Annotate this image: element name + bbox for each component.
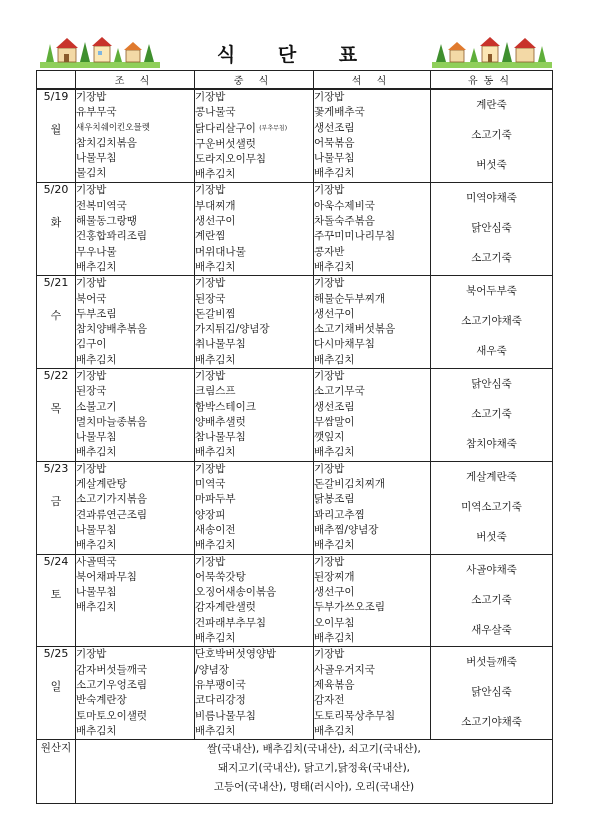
menu-item: /양념장 bbox=[195, 663, 229, 676]
lunch-cell bbox=[195, 647, 314, 740]
menu-item: 비름나물무침 bbox=[195, 709, 256, 722]
liquid-item: 버섯들깨죽 bbox=[466, 656, 517, 669]
liquid-item: 미역야채죽 bbox=[466, 192, 517, 205]
menu-item: 기장밥 bbox=[195, 184, 226, 197]
breakfast-cell bbox=[76, 276, 195, 369]
menu-item: 배추김치 bbox=[195, 168, 236, 181]
breakfast-cell bbox=[76, 461, 195, 554]
menu-item: 소고기채버섯볶음 bbox=[314, 323, 396, 336]
liquid-cell bbox=[431, 647, 553, 740]
menu-item: 제육볶음 bbox=[314, 678, 355, 691]
menu-item: 토마토오이샐럿 bbox=[76, 709, 148, 722]
menu-item: 배추김치 bbox=[195, 539, 236, 552]
menu-item: 기장밥 bbox=[195, 462, 226, 475]
liquid-cell bbox=[431, 554, 553, 647]
menu-item: 머위대나물 bbox=[195, 245, 246, 258]
liquid-item: 소고기죽 bbox=[471, 408, 512, 420]
liquid-item: 닭안심죽 bbox=[471, 686, 512, 699]
menu-item: 계란찜 bbox=[195, 230, 226, 243]
menu-item: 배추김치 bbox=[76, 260, 117, 273]
dinner-cell bbox=[314, 647, 431, 740]
day-cell bbox=[37, 183, 76, 276]
breakfast-cell bbox=[76, 183, 195, 276]
menu-item: 배추김치 bbox=[76, 353, 117, 366]
menu-item: 돈갈비김치찌개 bbox=[314, 478, 386, 491]
day-cell bbox=[37, 276, 76, 369]
header-liquid: 유동식 bbox=[431, 71, 553, 90]
day-cell bbox=[37, 89, 76, 183]
liquid-item: 닭안심죽 bbox=[471, 378, 512, 390]
day-row bbox=[37, 461, 553, 554]
meal-table bbox=[36, 70, 553, 804]
menu-item: 기장밥 bbox=[314, 370, 345, 382]
header-dinner: 석 식 bbox=[314, 71, 431, 90]
dinner-cell bbox=[314, 554, 431, 647]
liquid-item: 버섯죽 bbox=[476, 530, 507, 543]
menu-item: 배추찜/양념장 bbox=[314, 523, 379, 536]
weekday-label: 수 bbox=[50, 309, 62, 323]
lunch-cell bbox=[195, 183, 314, 276]
menu-item: 나물무침 bbox=[76, 586, 117, 599]
liquid-cell bbox=[431, 89, 553, 183]
menu-item: 배추김치 bbox=[195, 446, 236, 459]
liquid-item: 새우살죽 bbox=[471, 623, 512, 636]
liquid-item: 계란죽 bbox=[476, 99, 507, 111]
page-title: 식 단 표 bbox=[216, 44, 376, 66]
menu-item: 건파래부추무침 bbox=[195, 616, 267, 629]
weekday-label: 월 bbox=[50, 123, 62, 136]
menu-item: 생선구이 bbox=[314, 586, 355, 599]
lunch-cell bbox=[195, 369, 314, 462]
menu-item: 배추김치 bbox=[314, 353, 355, 366]
menu-item: 아욱수제비국 bbox=[314, 199, 375, 212]
liquid-item: 소고기죽 bbox=[471, 593, 512, 606]
menu-item: 북어국 bbox=[76, 292, 107, 305]
date-label: 5/20 bbox=[43, 183, 69, 197]
liquid-item: 미역소고기죽 bbox=[461, 500, 522, 513]
menu-item: 배추김치 bbox=[314, 724, 355, 737]
liquid-cell bbox=[431, 369, 553, 462]
origin-line: 돼지고기(국내산), 닭고기,닭정육(국내산), bbox=[217, 762, 411, 775]
menu-item: 다시마채무침 bbox=[314, 338, 375, 351]
weekday-label: 목 bbox=[50, 402, 62, 415]
menu-item: 양장피 bbox=[195, 508, 226, 521]
date-label: 5/23 bbox=[43, 461, 69, 475]
date-label: 5/24 bbox=[43, 554, 69, 568]
menu-item: 나물무침 bbox=[76, 152, 117, 165]
lunch-cell bbox=[195, 276, 314, 369]
liquid-item: 소고기야채죽 bbox=[461, 716, 522, 729]
day-cell bbox=[37, 369, 76, 462]
header-lunch: 중 식 bbox=[195, 71, 314, 90]
weekday-label: 화 bbox=[50, 216, 62, 230]
lunch-cell bbox=[195, 89, 314, 183]
header-breakfast: 조 식 bbox=[76, 71, 195, 90]
origin-label: 원산지 bbox=[37, 740, 76, 804]
menu-item: 소고기우엉조림 bbox=[76, 678, 148, 691]
menu-item: 나물무침 bbox=[76, 523, 117, 536]
menu-item: 사골우거지국 bbox=[314, 663, 375, 676]
menu-item: 콩자반 bbox=[314, 245, 345, 258]
menu-item: 소고기무국 bbox=[314, 385, 365, 398]
menu-item: 오징어새송이볶음 bbox=[195, 586, 277, 599]
breakfast-cell bbox=[76, 369, 195, 462]
menu-item: 미역국 bbox=[195, 478, 226, 491]
day-row bbox=[37, 89, 553, 183]
liquid-item: 참치야채죽 bbox=[466, 438, 517, 450]
menu-item: 배추김치 bbox=[314, 446, 355, 459]
menu-item: 부대찌개 bbox=[195, 199, 236, 212]
menu-item: 마파두부 bbox=[195, 493, 236, 506]
menu-item: 해물동그랑땡 bbox=[76, 215, 137, 228]
date-label: 5/22 bbox=[43, 369, 69, 382]
menu-item: 가지튀김/양념장 bbox=[195, 323, 270, 336]
menu-item: 배추김치 bbox=[76, 724, 117, 737]
menu-item: 건홍합꽈리조림 bbox=[76, 230, 148, 243]
menu-item: 사골떡국 bbox=[76, 555, 117, 568]
liquid-item: 소고기죽 bbox=[471, 129, 512, 141]
menu-item: 게살계란탕 bbox=[76, 478, 127, 491]
corner-cell bbox=[37, 71, 76, 90]
menu-item: 취나물무침 bbox=[195, 338, 246, 351]
menu-item: 기장밥 bbox=[195, 91, 226, 103]
breakfast-cell bbox=[76, 89, 195, 183]
menu-item: 도토리묵상추무침 bbox=[314, 709, 396, 722]
menu-item: 배추김치 bbox=[314, 260, 355, 273]
menu-item: 단호박버섯영양밥 bbox=[195, 648, 277, 661]
menu-item: 양배추샐럿 bbox=[195, 415, 246, 428]
day-row bbox=[37, 647, 553, 740]
weekday-label: 일 bbox=[50, 680, 62, 694]
menu-item: 북어채파무침 bbox=[76, 570, 137, 583]
menu-item: 오이무침 bbox=[314, 616, 355, 629]
menu-item: 주꾸미미나리무침 bbox=[314, 230, 396, 243]
menu-item: 배추김치 bbox=[195, 724, 236, 737]
menu-item: 배추김치 bbox=[76, 446, 117, 459]
menu-item: 유부팽이국 bbox=[195, 678, 246, 691]
menu-item: 감자전 bbox=[314, 694, 345, 707]
menu-item: 꽃게배추국 bbox=[314, 106, 365, 119]
menu-item: 생선조림 bbox=[314, 121, 355, 134]
menu-item: 된장찌개 bbox=[314, 570, 355, 583]
menu-item: 두부가쓰오조림 bbox=[314, 601, 386, 614]
menu-item: 기장밥 bbox=[314, 91, 345, 103]
liquid-cell bbox=[431, 183, 553, 276]
menu-item: 배추김치 bbox=[314, 539, 355, 552]
menu-item: 해물순두부찌개 bbox=[314, 292, 386, 305]
liquid-item: 사골야채죽 bbox=[466, 563, 517, 576]
menu-item: 생선구이 bbox=[314, 307, 355, 320]
menu-item: 돈갈비찜 bbox=[195, 307, 236, 320]
menu-item: 반숙계란장 bbox=[76, 694, 127, 707]
menu-item: 깻잎지 bbox=[314, 431, 345, 444]
liquid-item: 소고기죽 bbox=[471, 252, 512, 265]
menu-item: 견과류연근조림 bbox=[76, 508, 148, 521]
menu-item: 전복미역국 bbox=[76, 199, 127, 212]
menu-item: 멸치마늘종볶음 bbox=[76, 415, 148, 428]
menu-item: 새우치쉐이킨오믈렛 bbox=[76, 122, 150, 133]
lunch-cell bbox=[195, 554, 314, 647]
day-cell bbox=[37, 461, 76, 554]
menu-item: 기장밥 bbox=[76, 184, 107, 197]
menu-item: 나물무침 bbox=[76, 431, 117, 444]
menu-item: 김구이 bbox=[76, 338, 107, 351]
origin-info bbox=[76, 740, 553, 804]
liquid-item: 닭안심죽 bbox=[471, 222, 512, 235]
menu-item: 배추김치 bbox=[195, 632, 236, 645]
menu-item: 무쌈말이 bbox=[314, 415, 355, 428]
menu-item: 물김치 bbox=[76, 167, 107, 180]
menu-item: 유부무국 bbox=[76, 106, 117, 119]
weekday-label: 토 bbox=[50, 587, 62, 601]
menu-item: 기장밥 bbox=[76, 370, 107, 382]
origin-line: 고등어(국내산), 명태(러시아), 오리(국내산) bbox=[213, 781, 415, 794]
breakfast-cell bbox=[76, 647, 195, 740]
menu-item: 꽈리고추찜 bbox=[314, 508, 365, 521]
menu-item-main: 닭다리살구이 bbox=[195, 122, 256, 135]
menu-item: 크림스프 bbox=[195, 385, 236, 398]
dinner-cell bbox=[314, 183, 431, 276]
day-row bbox=[37, 183, 553, 276]
menu-item: 나물무침 bbox=[314, 152, 355, 165]
menu-item: 어묵쑥갓탕 bbox=[195, 570, 246, 583]
menu-item: 콩나물국 bbox=[195, 106, 236, 119]
day-cell bbox=[37, 554, 76, 647]
lunch-cell bbox=[195, 461, 314, 554]
day-row bbox=[37, 369, 553, 462]
menu-item: 닭봉조림 bbox=[314, 493, 355, 506]
menu-item: 기장밥 bbox=[314, 555, 345, 568]
menu-item: 배추김치 bbox=[195, 353, 236, 366]
menu-item: 감자버섯들깨국 bbox=[76, 663, 148, 676]
weekday-label: 금 bbox=[50, 494, 62, 508]
menu-item: 소불고기 bbox=[76, 400, 117, 413]
village-decoration-right-icon bbox=[432, 34, 552, 68]
menu-item: 배추김치 bbox=[195, 260, 236, 273]
date-label: 5/25 bbox=[43, 647, 69, 661]
menu-item: 도라지오이무침 bbox=[195, 152, 267, 165]
menu-item: 차돌숙주볶음 bbox=[314, 215, 375, 228]
menu-item: 기장밥 bbox=[314, 648, 345, 661]
menu-item: 코다리강정 bbox=[195, 694, 246, 707]
origin-row bbox=[37, 740, 553, 804]
day-row bbox=[37, 276, 553, 369]
date-label: 5/19 bbox=[43, 90, 69, 103]
menu-item: 기장밥 bbox=[76, 91, 107, 103]
day-row bbox=[37, 554, 553, 647]
menu-item: 무우나물 bbox=[76, 245, 117, 258]
menu-item: 생선조림 bbox=[314, 400, 355, 413]
menu-item: 기장밥 bbox=[314, 184, 345, 197]
menu-item bbox=[195, 121, 313, 137]
menu-item: 참치양배추볶음 bbox=[76, 323, 148, 336]
menu-item: 구운버섯샐럿 bbox=[195, 137, 256, 150]
menu-item: 기장밥 bbox=[76, 277, 107, 290]
liquid-item: 버섯죽 bbox=[476, 159, 507, 171]
menu-item: 배추김치 bbox=[76, 601, 117, 614]
menu-item: 된장국 bbox=[195, 292, 226, 305]
menu-item: 기장밥 bbox=[76, 648, 107, 661]
menu-item: 기장밥 bbox=[314, 277, 345, 290]
menu-item: 참나물무침 bbox=[195, 431, 246, 444]
liquid-item: 새우죽 bbox=[476, 345, 507, 358]
liquid-item: 게살계란죽 bbox=[466, 470, 517, 483]
dinner-cell bbox=[314, 369, 431, 462]
menu-item: 어묵볶음 bbox=[314, 136, 355, 149]
menu-item: 기장밥 bbox=[314, 462, 345, 475]
menu-item-note: (부추무침) bbox=[259, 124, 288, 132]
menu-item: 기장밥 bbox=[195, 555, 226, 568]
menu-item: 두부조림 bbox=[76, 307, 117, 320]
dinner-cell bbox=[314, 461, 431, 554]
liquid-cell bbox=[431, 461, 553, 554]
menu-item: 배추김치 bbox=[314, 632, 355, 645]
menu-item: 기장밥 bbox=[195, 370, 226, 382]
liquid-item: 소고기야채죽 bbox=[461, 315, 522, 328]
date-label: 5/21 bbox=[43, 276, 69, 290]
menu-item: 배추김치 bbox=[314, 167, 355, 180]
header-row bbox=[37, 71, 553, 90]
dinner-cell bbox=[314, 276, 431, 369]
menu-item: 기장밥 bbox=[195, 277, 226, 290]
breakfast-cell bbox=[76, 554, 195, 647]
page-header bbox=[40, 34, 552, 68]
menu-item: 기장밥 bbox=[76, 462, 107, 475]
menu-item: 참치김치볶음 bbox=[76, 136, 137, 149]
menu-item: 감자계란샐럿 bbox=[195, 601, 256, 614]
menu-item: 소고기가지볶음 bbox=[76, 493, 148, 506]
menu-item: 배추김치 bbox=[76, 539, 117, 552]
liquid-item: 북어두부죽 bbox=[466, 285, 517, 298]
dinner-cell bbox=[314, 89, 431, 183]
liquid-cell bbox=[431, 276, 553, 369]
origin-line: 쌀(국내산), 배추김치(국내산), 쇠고기(국내산), bbox=[207, 743, 421, 756]
menu-item: 함박스테이크 bbox=[195, 400, 256, 413]
menu-item: 된장국 bbox=[76, 385, 107, 398]
menu-item: 새송이전 bbox=[195, 523, 236, 536]
menu-item: 생선구이 bbox=[195, 215, 236, 228]
day-cell bbox=[37, 647, 76, 740]
